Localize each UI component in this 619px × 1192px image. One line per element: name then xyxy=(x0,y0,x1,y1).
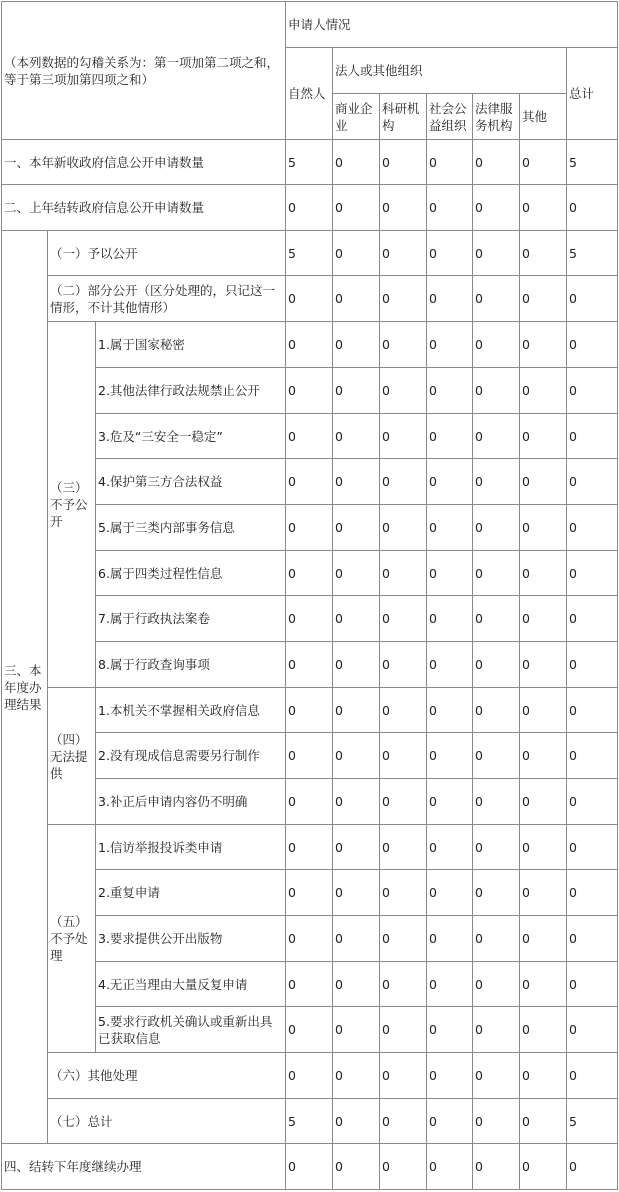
item-label: 2.重复申请 xyxy=(96,870,286,916)
cell-value: 0 xyxy=(567,322,618,368)
cell-value: 0 xyxy=(520,870,567,916)
cell-value: 0 xyxy=(520,733,567,779)
cell-value: 0 xyxy=(380,779,427,825)
cell-value: 0 xyxy=(473,185,520,231)
cell-value: 0 xyxy=(333,596,380,642)
cell-value: 0 xyxy=(380,1099,427,1144)
cell-value: 0 xyxy=(473,276,520,322)
row-label-partial: （二）部分公开（区分处理的，只记这一情形，不计其他情形） xyxy=(48,276,286,322)
cell-value: 0 xyxy=(380,276,427,322)
cell-value: 0 xyxy=(286,1007,333,1053)
cell-value: 0 xyxy=(380,551,427,596)
cell-value: 0 xyxy=(380,688,427,733)
row-label-new-requests: 一、本年新收政府信息公开申请数量 xyxy=(2,140,286,185)
row-label-disclosed: （一）予以公开 xyxy=(48,231,286,276)
item-label: 2.没有现成信息需要另行制作 xyxy=(96,733,286,779)
cell-value: 0 xyxy=(286,870,333,916)
cell-value: 0 xyxy=(520,368,567,414)
disclosure-stats-table xyxy=(1,1,618,1190)
cell-value: 5 xyxy=(286,140,333,185)
cell-value: 0 xyxy=(520,596,567,642)
cell-value: 0 xyxy=(473,916,520,962)
cell-value: 0 xyxy=(286,642,333,688)
cell-value: 0 xyxy=(473,1144,520,1190)
cell-value: 0 xyxy=(427,1144,473,1190)
cell-value: 0 xyxy=(286,1053,333,1099)
cell-value: 0 xyxy=(473,505,520,551)
cell-value: 0 xyxy=(473,1007,520,1053)
header-note: （本列数据的勾稽关系为：第一项加第二项之和，等于第三项加第四项之和） xyxy=(2,2,286,140)
cell-value: 0 xyxy=(567,870,618,916)
cell-value: 0 xyxy=(333,733,380,779)
item-label: 1.本机关不掌握相关政府信息 xyxy=(96,688,286,733)
cell-value: 0 xyxy=(427,779,473,825)
item-label: 5.要求行政机关确认或重新出具已获取信息 xyxy=(96,1007,286,1053)
cell-value: 0 xyxy=(473,140,520,185)
cell-value: 0 xyxy=(427,825,473,870)
cell-value: 0 xyxy=(427,642,473,688)
cell-value: 0 xyxy=(427,870,473,916)
cell-value: 0 xyxy=(427,1007,473,1053)
cell-value: 0 xyxy=(520,779,567,825)
cell-value: 0 xyxy=(427,688,473,733)
cell-value: 0 xyxy=(567,1007,618,1053)
cell-value: 0 xyxy=(286,596,333,642)
legal-org-header: 法人或其他组织 xyxy=(333,48,567,94)
cell-value: 0 xyxy=(380,1144,427,1190)
cell-value: 0 xyxy=(333,1099,380,1144)
cell-value: 0 xyxy=(520,140,567,185)
cell-value: 0 xyxy=(473,642,520,688)
org-header-research: 科研机构 xyxy=(380,94,427,140)
item-label: 6.属于四类过程性信息 xyxy=(96,551,286,596)
cell-value: 0 xyxy=(333,551,380,596)
row-label-carried-over: 二、上年结转政府信息公开申请数量 xyxy=(2,185,286,231)
item-label: 3.补正后申请内容仍不明确 xyxy=(96,779,286,825)
cell-value: 0 xyxy=(473,688,520,733)
cell-value: 0 xyxy=(520,1144,567,1190)
item-label: 4.保护第三方合法权益 xyxy=(96,459,286,505)
cell-value: 0 xyxy=(520,185,567,231)
cell-value: 0 xyxy=(427,231,473,276)
cell-value: 0 xyxy=(473,551,520,596)
cell-value: 0 xyxy=(427,733,473,779)
cell-value: 0 xyxy=(473,1053,520,1099)
cell-value: 0 xyxy=(427,459,473,505)
cell-value: 0 xyxy=(333,825,380,870)
cell-value: 0 xyxy=(520,231,567,276)
cell-value: 0 xyxy=(567,779,618,825)
cell-value: 0 xyxy=(567,414,618,459)
cell-value: 5 xyxy=(567,140,618,185)
org-header-business: 商业企业 xyxy=(333,94,380,140)
cell-value: 0 xyxy=(427,368,473,414)
cell-value: 0 xyxy=(473,459,520,505)
cell-value: 0 xyxy=(520,551,567,596)
item-label: 8.属于行政查询事项 xyxy=(96,642,286,688)
cell-value: 0 xyxy=(333,916,380,962)
cell-value: 0 xyxy=(427,1053,473,1099)
cell-value: 0 xyxy=(333,1007,380,1053)
cell-value: 0 xyxy=(333,414,380,459)
cell-value: 0 xyxy=(567,1144,618,1190)
cell-value: 0 xyxy=(380,733,427,779)
cell-value: 0 xyxy=(567,185,618,231)
cell-value: 0 xyxy=(567,916,618,962)
applicant-info-header: 申请人情况 xyxy=(286,2,618,48)
cell-value: 0 xyxy=(286,368,333,414)
cell-value: 0 xyxy=(286,733,333,779)
cell-value: 0 xyxy=(520,825,567,870)
cell-value: 0 xyxy=(286,1144,333,1190)
item-label: 1.属于国家秘密 xyxy=(96,322,286,368)
total-header: 总计 xyxy=(567,48,618,140)
cell-value: 0 xyxy=(333,870,380,916)
cell-value: 0 xyxy=(286,779,333,825)
cell-value: 0 xyxy=(567,276,618,322)
cell-value: 0 xyxy=(520,916,567,962)
cell-value: 0 xyxy=(380,596,427,642)
cell-value: 0 xyxy=(473,596,520,642)
group-label-not-disclosed: （三）不予公开 xyxy=(48,322,96,688)
cell-value: 0 xyxy=(473,414,520,459)
cell-value: 0 xyxy=(520,276,567,322)
cell-value: 0 xyxy=(567,505,618,551)
cell-value: 0 xyxy=(380,825,427,870)
cell-value: 0 xyxy=(427,505,473,551)
cell-value: 0 xyxy=(380,962,427,1007)
cell-value: 0 xyxy=(427,1099,473,1144)
section3-label: 三、本年度办理结果 xyxy=(2,231,48,1144)
cell-value: 0 xyxy=(286,414,333,459)
cell-value: 0 xyxy=(520,1053,567,1099)
cell-value: 5 xyxy=(286,1099,333,1144)
cell-value: 0 xyxy=(333,322,380,368)
org-header-other: 其他 xyxy=(520,94,567,140)
cell-value: 0 xyxy=(380,870,427,916)
cell-value: 0 xyxy=(333,1144,380,1190)
cell-value: 0 xyxy=(380,231,427,276)
org-header-legal-service: 法律服务机构 xyxy=(473,94,520,140)
item-label: 4.无正当理由大量反复申请 xyxy=(96,962,286,1007)
cell-value: 0 xyxy=(473,231,520,276)
cell-value: 0 xyxy=(473,962,520,1007)
cell-value: 0 xyxy=(286,276,333,322)
cell-value: 0 xyxy=(333,185,380,231)
cell-value: 0 xyxy=(520,1007,567,1053)
cell-value: 0 xyxy=(380,642,427,688)
cell-value: 0 xyxy=(427,596,473,642)
cell-value: 0 xyxy=(567,551,618,596)
cell-value: 0 xyxy=(380,140,427,185)
cell-value: 0 xyxy=(333,140,380,185)
cell-value: 0 xyxy=(333,231,380,276)
item-label: 2.其他法律行政法规禁止公开 xyxy=(96,368,286,414)
cell-value: 0 xyxy=(380,185,427,231)
item-label: 3.要求提供公开出版物 xyxy=(96,916,286,962)
cell-value: 0 xyxy=(473,733,520,779)
cell-value: 0 xyxy=(427,414,473,459)
cell-value: 0 xyxy=(567,642,618,688)
cell-value: 0 xyxy=(567,368,618,414)
cell-value: 0 xyxy=(286,688,333,733)
cell-value: 0 xyxy=(380,505,427,551)
cell-value: 0 xyxy=(286,551,333,596)
cell-value: 0 xyxy=(380,916,427,962)
cell-value: 0 xyxy=(520,962,567,1007)
cell-value: 0 xyxy=(567,962,618,1007)
item-label: 7.属于行政执法案卷 xyxy=(96,596,286,642)
cell-value: 0 xyxy=(567,825,618,870)
item-label: 1.信访举报投诉类申请 xyxy=(96,825,286,870)
cell-value: 0 xyxy=(520,322,567,368)
row-label-section-total: （七）总计 xyxy=(48,1099,286,1144)
cell-value: 0 xyxy=(520,414,567,459)
cell-value: 0 xyxy=(427,140,473,185)
cell-value: 0 xyxy=(286,505,333,551)
cell-value: 0 xyxy=(333,276,380,322)
group-label-not-processed: （五）不予处理 xyxy=(48,825,96,1053)
cell-value: 0 xyxy=(427,322,473,368)
item-label: 3.危及“三安全一稳定” xyxy=(96,414,286,459)
cell-value: 0 xyxy=(567,596,618,642)
cell-value: 0 xyxy=(473,368,520,414)
cell-value: 0 xyxy=(333,642,380,688)
cell-value: 0 xyxy=(427,551,473,596)
cell-value: 0 xyxy=(520,505,567,551)
cell-value: 0 xyxy=(286,185,333,231)
cell-value: 0 xyxy=(520,459,567,505)
cell-value: 5 xyxy=(567,231,618,276)
cell-value: 0 xyxy=(473,779,520,825)
cell-value: 0 xyxy=(286,459,333,505)
cell-value: 0 xyxy=(333,1053,380,1099)
row-label-other-handling: （六）其他处理 xyxy=(48,1053,286,1099)
cell-value: 0 xyxy=(333,505,380,551)
cell-value: 0 xyxy=(333,368,380,414)
cell-value: 5 xyxy=(286,231,333,276)
cell-value: 0 xyxy=(286,962,333,1007)
cell-value: 0 xyxy=(427,916,473,962)
group-label-unable-to-provide: （四）无法提供 xyxy=(48,688,96,825)
cell-value: 0 xyxy=(380,322,427,368)
cell-value: 0 xyxy=(380,414,427,459)
cell-value: 0 xyxy=(567,733,618,779)
cell-value: 0 xyxy=(567,688,618,733)
row-label-carry-forward: 四、结转下年度继续办理 xyxy=(2,1144,286,1190)
cell-value: 0 xyxy=(567,1053,618,1099)
cell-value: 0 xyxy=(380,459,427,505)
item-label: 5.属于三类内部事务信息 xyxy=(96,505,286,551)
cell-value: 0 xyxy=(473,825,520,870)
cell-value: 0 xyxy=(520,642,567,688)
cell-value: 0 xyxy=(520,688,567,733)
natural-person-header: 自然人 xyxy=(286,48,333,140)
cell-value: 0 xyxy=(286,825,333,870)
cell-value: 0 xyxy=(473,322,520,368)
cell-value: 0 xyxy=(380,1007,427,1053)
cell-value: 0 xyxy=(333,779,380,825)
cell-value: 0 xyxy=(567,459,618,505)
cell-value: 0 xyxy=(427,276,473,322)
cell-value: 0 xyxy=(333,688,380,733)
cell-value: 0 xyxy=(520,1099,567,1144)
cell-value: 0 xyxy=(427,185,473,231)
org-header-nonprofit: 社会公益组织 xyxy=(427,94,473,140)
cell-value: 0 xyxy=(333,459,380,505)
cell-value: 0 xyxy=(473,1099,520,1144)
cell-value: 0 xyxy=(380,1053,427,1099)
cell-value: 0 xyxy=(427,962,473,1007)
cell-value: 0 xyxy=(380,368,427,414)
cell-value: 5 xyxy=(567,1099,618,1144)
cell-value: 0 xyxy=(333,962,380,1007)
cell-value: 0 xyxy=(286,916,333,962)
cell-value: 0 xyxy=(286,322,333,368)
cell-value: 0 xyxy=(473,870,520,916)
